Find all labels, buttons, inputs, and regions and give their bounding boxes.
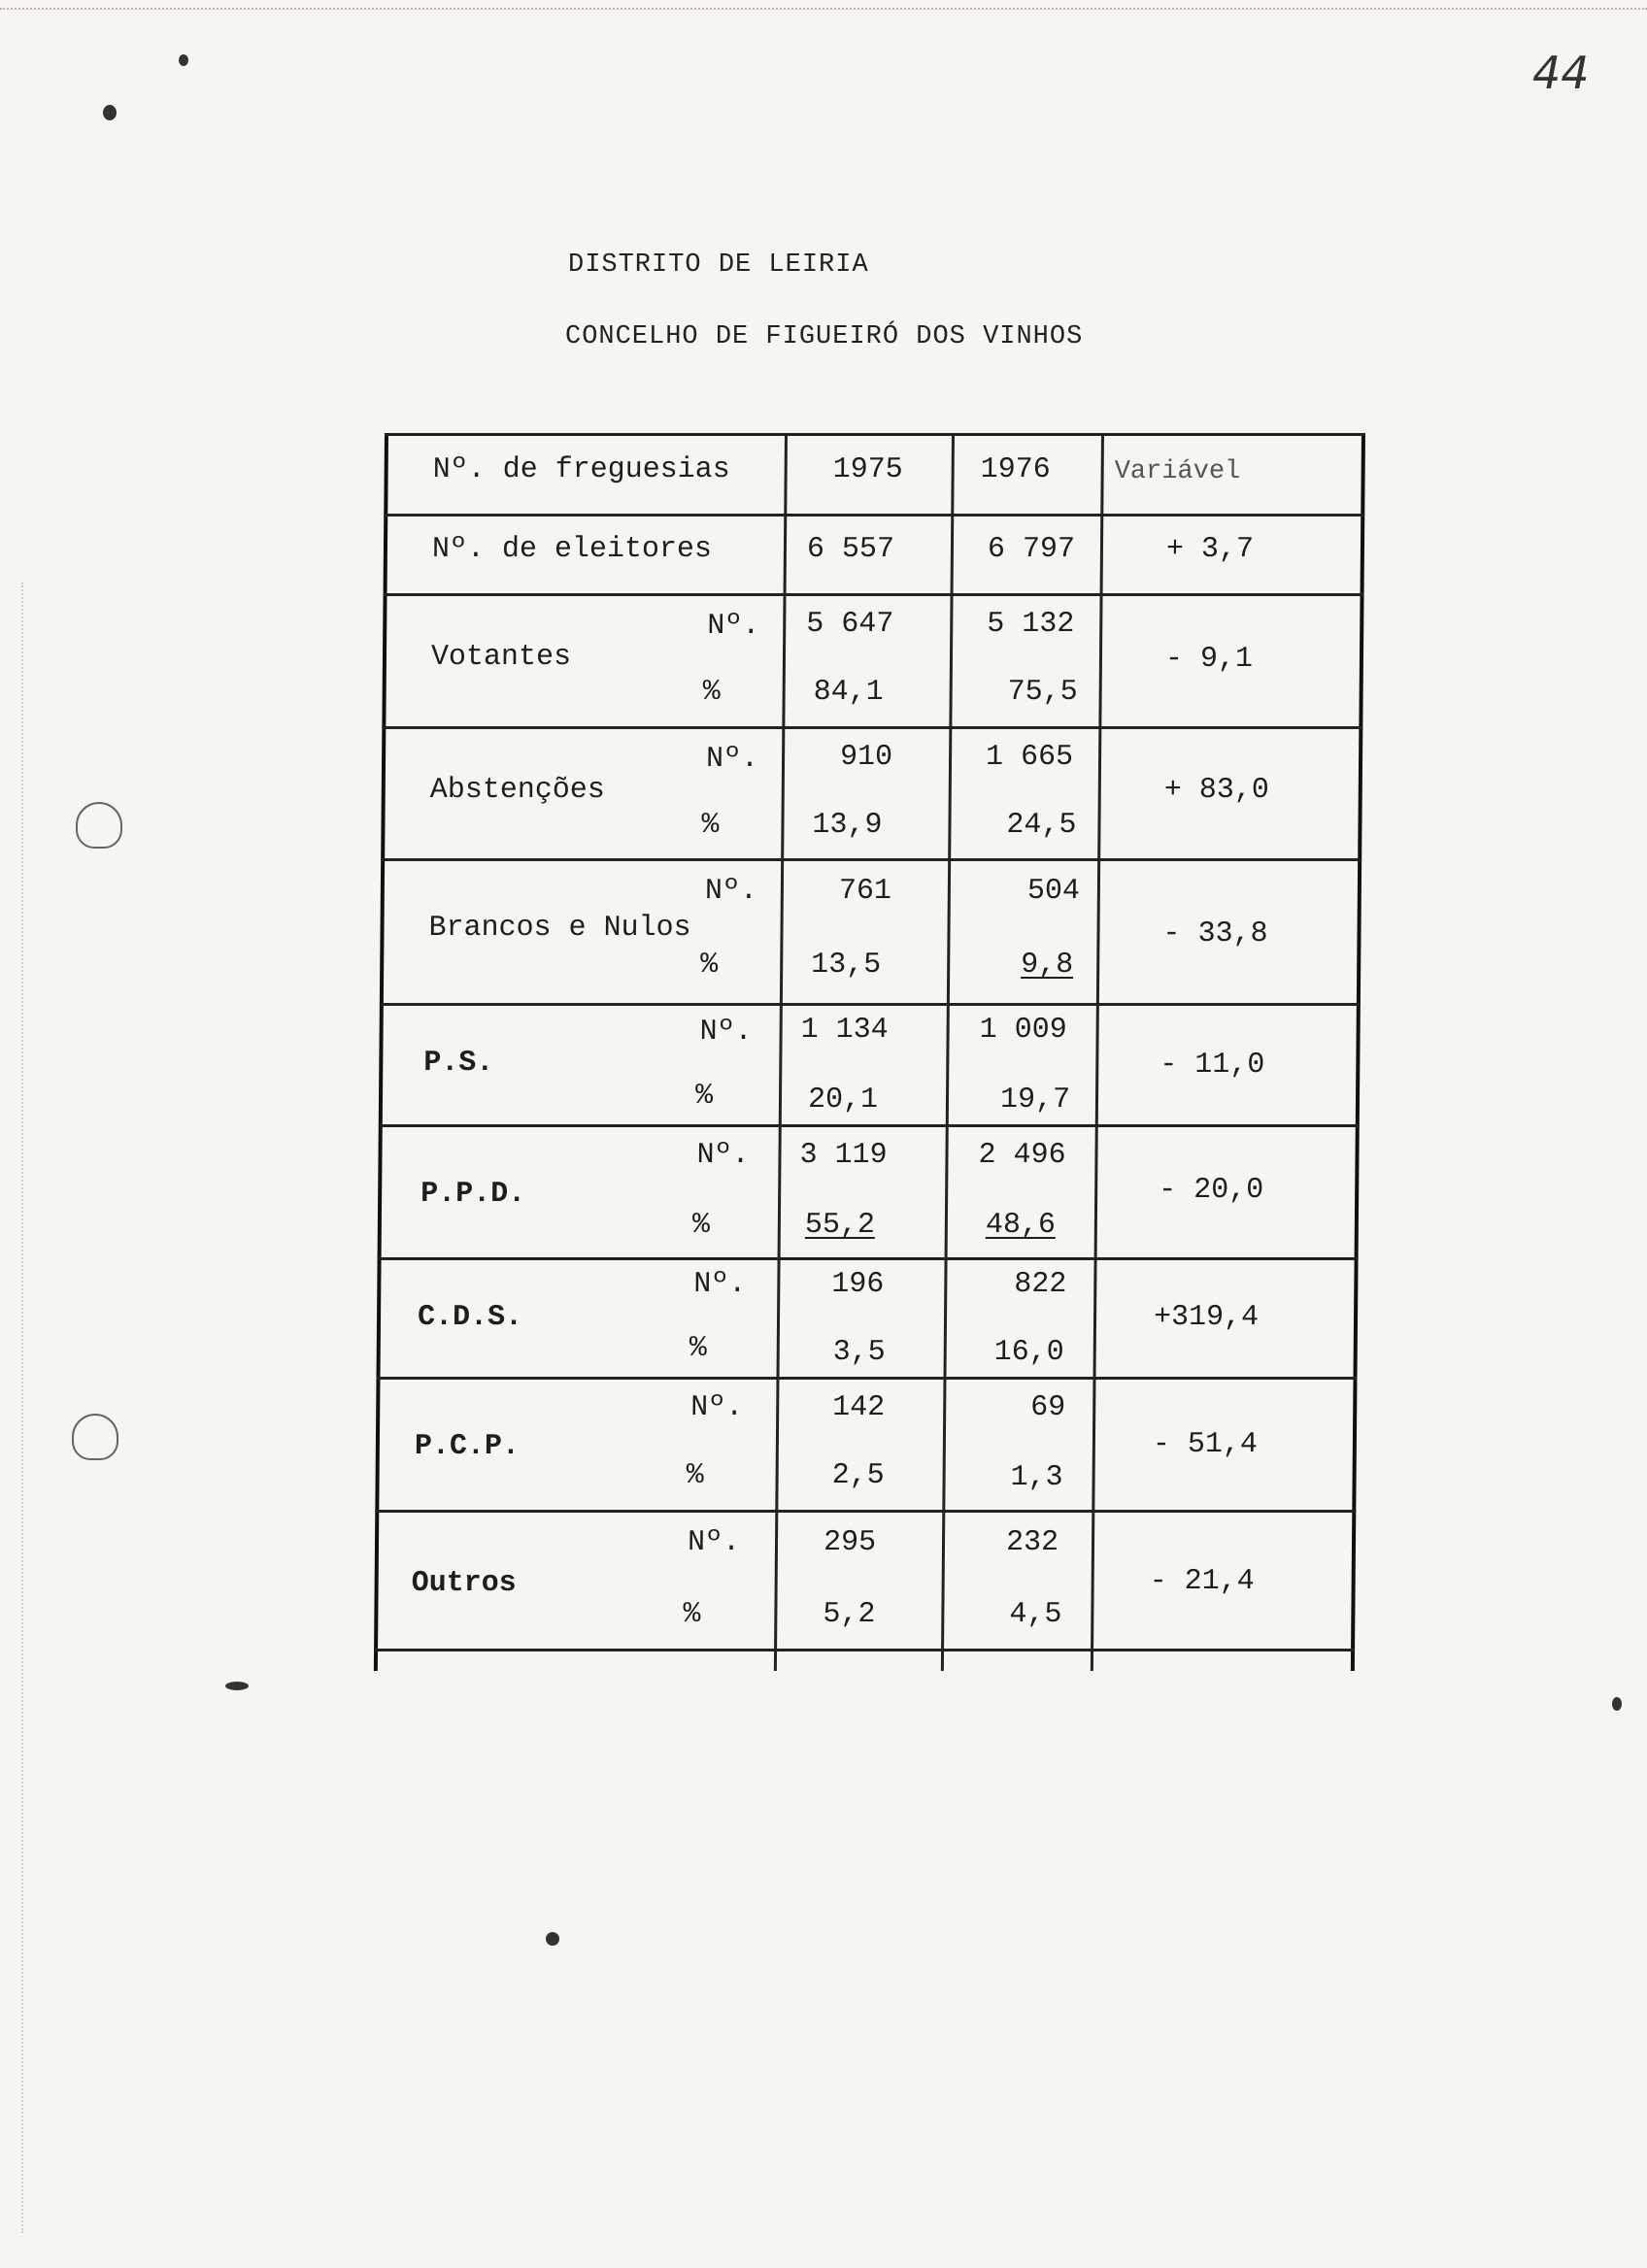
row-label: P.P.D. — [420, 1178, 526, 1211]
page-number: 44 — [1532, 47, 1590, 99]
table-header-row — [384, 433, 1365, 517]
row-num-1976: 1 665 — [985, 741, 1074, 774]
row-variation: - 11,0 — [1160, 1049, 1265, 1082]
row-pct-1975: 5,2 — [823, 1598, 876, 1631]
row-num-label: Nº. — [705, 743, 759, 776]
row-pct-label: % — [689, 1332, 707, 1365]
row-num-1975: 196 — [831, 1268, 885, 1301]
row-variation: - 33,8 — [1162, 917, 1268, 951]
row-num-1975: 910 — [839, 741, 893, 774]
row-variation: - 9,1 — [1164, 643, 1254, 676]
scan-speck — [1612, 1697, 1622, 1711]
punch-hole-mark — [72, 1414, 118, 1460]
header-variation: Variável — [1114, 457, 1241, 486]
row-pct-1976: 1,3 — [1010, 1461, 1063, 1494]
header-year-1976: 1976 — [980, 453, 1051, 486]
scan-top-edge — [0, 8, 1647, 12]
punch-hole-mark — [76, 802, 122, 849]
row-num-1976: 232 — [1005, 1526, 1059, 1559]
row-variation: +319,4 — [1153, 1301, 1260, 1334]
row-num-label: Nº. — [696, 1139, 750, 1172]
header-label: Nº. de freguesias — [432, 453, 730, 486]
row-num-1975: 295 — [823, 1526, 877, 1559]
row-num-1975: 142 — [832, 1391, 886, 1424]
electors-1975: 6 557 — [806, 533, 895, 566]
row-pct-1975: 20,1 — [807, 1084, 879, 1117]
row-pct-1976: 75,5 — [1007, 676, 1078, 709]
table-row — [378, 1127, 1360, 1260]
row-label: Votantes — [430, 641, 572, 674]
row-num-label: Nº. — [699, 1016, 753, 1049]
row-num-1976: 69 — [1030, 1391, 1066, 1424]
row-pct-label: % — [700, 949, 719, 982]
row-pct-label: % — [694, 1080, 714, 1113]
row-num-label: Nº. — [704, 875, 758, 908]
row-label: C.D.S. — [417, 1301, 523, 1334]
row-num-1976: 822 — [1014, 1268, 1067, 1301]
row-label: Outros — [411, 1567, 517, 1600]
election-results-table — [374, 433, 1365, 1671]
electors-variation: + 3,7 — [1165, 533, 1255, 566]
row-num-1975: 3 119 — [799, 1139, 888, 1172]
row-pct-1975: 13,5 — [811, 949, 882, 982]
row-pct-label: % — [691, 1209, 711, 1242]
header-year-1975: 1975 — [832, 453, 903, 486]
table-row — [379, 1006, 1361, 1127]
table-row — [380, 861, 1361, 1006]
row-pct-1976: 16,0 — [993, 1336, 1064, 1369]
row-pct-1976: 9,8 — [1021, 949, 1074, 982]
row-pct-1976: 4,5 — [1009, 1598, 1062, 1631]
row-variation: - 51,4 — [1152, 1428, 1259, 1461]
table-row — [375, 1380, 1357, 1513]
row-num-1975: 1 134 — [800, 1014, 889, 1047]
row-pct-1975: 55,2 — [804, 1209, 876, 1242]
scan-speck — [225, 1682, 249, 1690]
row-num-1975: 761 — [838, 875, 892, 908]
row-num-label: Nº. — [707, 610, 760, 643]
row-pct-1976: 48,6 — [985, 1209, 1057, 1242]
row-pct-1976: 24,5 — [1006, 809, 1077, 842]
row-pct-label: % — [701, 809, 720, 842]
row-label: P.S. — [423, 1047, 494, 1080]
table-row — [376, 1260, 1358, 1380]
row-num-1976: 5 132 — [987, 608, 1075, 641]
scan-left-edge — [21, 583, 23, 2233]
row-pct-label: % — [702, 676, 721, 709]
row-pct-label: % — [686, 1459, 704, 1492]
row-pct-1975: 13,9 — [812, 809, 883, 842]
row-pct-1975: 2,5 — [831, 1459, 885, 1492]
row-num-label: Nº. — [693, 1268, 747, 1301]
row-label: Abstenções — [429, 774, 605, 807]
row-label: Brancos e Nulos — [428, 912, 691, 945]
table-row — [381, 729, 1362, 861]
row-num-label: Nº. — [687, 1526, 741, 1559]
scan-speck — [546, 1932, 559, 1946]
row-num-label: Nº. — [690, 1391, 744, 1424]
electors-label: Nº. de eleitores — [431, 533, 713, 566]
scan-speck — [179, 54, 188, 66]
row-label: P.C.P. — [414, 1430, 521, 1463]
district-heading: DISTRITO DE LEIRIA — [568, 250, 869, 280]
row-num-1976: 1 009 — [979, 1014, 1067, 1047]
table-row — [374, 1513, 1356, 1651]
table-row — [382, 596, 1363, 729]
row-num-1975: 5 647 — [806, 608, 894, 641]
scan-speck — [103, 105, 117, 120]
row-variation: - 20,0 — [1159, 1174, 1264, 1207]
council-heading: CONCELHO DE FIGUEIRÓ DOS VINHOS — [565, 322, 1084, 351]
row-pct-1975: 3,5 — [832, 1336, 886, 1369]
row-num-1976: 504 — [1026, 875, 1081, 908]
row-variation: + 83,0 — [1163, 774, 1269, 807]
electors-1976: 6 797 — [987, 533, 1076, 566]
table-row-electors — [384, 514, 1365, 596]
row-pct-1976: 19,7 — [999, 1084, 1071, 1117]
row-pct-label: % — [683, 1598, 701, 1631]
row-num-1976: 2 496 — [978, 1139, 1066, 1172]
row-pct-1975: 84,1 — [813, 676, 884, 709]
row-variation: - 21,4 — [1149, 1565, 1255, 1598]
